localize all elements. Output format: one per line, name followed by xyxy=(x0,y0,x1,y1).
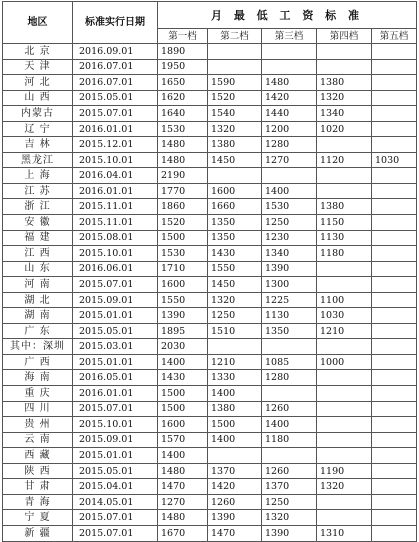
tier-4-cell: 1320 xyxy=(317,90,372,106)
wage-standard-title: 月 最 低 工 资 标 准 xyxy=(158,2,417,29)
tier-5-cell xyxy=(372,59,417,75)
table-row xyxy=(3,215,417,231)
table-row xyxy=(3,510,417,526)
table-row xyxy=(3,183,417,199)
region-cell: 其中：深圳 xyxy=(3,339,73,355)
tier-5-cell xyxy=(372,308,417,324)
region-cell: 江 西 xyxy=(3,246,73,262)
date-cell: 2015.07.01 xyxy=(73,525,158,541)
tier-4-cell xyxy=(317,510,372,526)
region-cell: 吉 林 xyxy=(3,137,73,153)
tier-5-cell xyxy=(372,137,417,153)
tier-4-cell xyxy=(317,448,372,464)
tier-2-cell: 1540 xyxy=(208,106,262,122)
min-wage-table xyxy=(2,1,417,542)
date-cell: 2015.10.01 xyxy=(73,246,158,262)
tier-5-cell xyxy=(372,354,417,370)
tier-4-cell: 1030 xyxy=(317,308,372,324)
region-cell: 天 津 xyxy=(3,59,73,75)
tier-2-cell: 1320 xyxy=(208,292,262,308)
tier-4-cell: 1180 xyxy=(317,246,372,262)
tier-1-cell: 1480 xyxy=(158,463,208,479)
tier-2-cell: 1390 xyxy=(208,510,262,526)
tier-1-cell: 1600 xyxy=(158,277,208,293)
tier-3-cell xyxy=(262,386,317,402)
tier-2-cell: 1430 xyxy=(208,246,262,262)
tier-1-cell: 1600 xyxy=(158,417,208,433)
tier-2-cell: 1450 xyxy=(208,277,262,293)
tier-3-cell: 1260 xyxy=(262,463,317,479)
tier-3-cell: 1480 xyxy=(262,75,317,91)
tier-5-cell xyxy=(372,479,417,495)
region-cell: 广 西 xyxy=(3,354,73,370)
table-row xyxy=(3,137,417,153)
tier-2-cell: 1420 xyxy=(208,479,262,495)
tier-2-cell: 1380 xyxy=(208,137,262,153)
tier-3-cell: 1320 xyxy=(262,510,317,526)
tier-3-cell: 1390 xyxy=(262,261,317,277)
date-cell: 2015.07.01 xyxy=(73,277,158,293)
region-cell: 北 京 xyxy=(3,44,73,60)
tier-1-cell: 1640 xyxy=(158,106,208,122)
table-row xyxy=(3,230,417,246)
tier-1-cell: 1400 xyxy=(158,354,208,370)
tier-1-cell: 2190 xyxy=(158,168,208,184)
tier-5-cell xyxy=(372,401,417,417)
table-row xyxy=(3,525,417,541)
region-cell: 内蒙古 xyxy=(3,106,73,122)
region-cell: 河 北 xyxy=(3,75,73,91)
date-cell: 2016.06.01 xyxy=(73,261,158,277)
tier-3-cell: 1390 xyxy=(262,525,317,541)
tier-4-cell xyxy=(317,277,372,293)
tier-2-cell: 1520 xyxy=(208,90,262,106)
date-cell: 2015.08.01 xyxy=(73,230,158,246)
tier-1-cell: 1430 xyxy=(158,370,208,386)
tier-4-cell: 1130 xyxy=(317,230,372,246)
region-cell: 浙 江 xyxy=(3,199,73,215)
tier-4-cell xyxy=(317,370,372,386)
tier-2-cell: 1210 xyxy=(208,354,262,370)
date-cell: 2015.03.01 xyxy=(73,339,158,355)
date-cell: 2016.04.01 xyxy=(73,168,158,184)
tier-3-cell: 1230 xyxy=(262,230,317,246)
tier-3-cell: 1225 xyxy=(262,292,317,308)
tier-3-cell xyxy=(262,44,317,60)
table-row xyxy=(3,121,417,137)
tier-4-cell xyxy=(317,261,372,277)
tier-1-cell: 1770 xyxy=(158,183,208,199)
region-cell: 贵 州 xyxy=(3,417,73,433)
tier-5-cell xyxy=(372,494,417,510)
tier-2-cell: 1550 xyxy=(208,261,262,277)
tier-2-cell xyxy=(208,448,262,464)
tier-4-cell: 1150 xyxy=(317,215,372,231)
table-row xyxy=(3,308,417,324)
region-cell: 安 徽 xyxy=(3,215,73,231)
tier-3-cell: 1530 xyxy=(262,199,317,215)
tier-3-cell: 1200 xyxy=(262,121,317,137)
tier-5-cell xyxy=(372,246,417,262)
tier-1-cell: 1480 xyxy=(158,510,208,526)
date-cell: 2015.01.01 xyxy=(73,448,158,464)
tier-3-cell: 1400 xyxy=(262,183,317,199)
region-cell: 四 川 xyxy=(3,401,73,417)
tier-2-cell: 1590 xyxy=(208,75,262,91)
tier-5-cell xyxy=(372,370,417,386)
tier-5-cell xyxy=(372,292,417,308)
tier-4-cell xyxy=(317,59,372,75)
region-cell: 江 苏 xyxy=(3,183,73,199)
tier-2-cell xyxy=(208,59,262,75)
table-row xyxy=(3,401,417,417)
tier-4-cell xyxy=(317,168,372,184)
region-cell: 甘 肃 xyxy=(3,479,73,495)
tier-3-cell: 1130 xyxy=(262,308,317,324)
tier-5-cell xyxy=(372,432,417,448)
region-cell: 陕 西 xyxy=(3,463,73,479)
table-row xyxy=(3,386,417,402)
tier-2-cell: 1370 xyxy=(208,463,262,479)
tier-5-cell xyxy=(372,199,417,215)
date-cell: 2015.11.01 xyxy=(73,215,158,231)
tier-3-cell: 1250 xyxy=(262,494,317,510)
tier-5-cell xyxy=(372,417,417,433)
region-cell: 宁 夏 xyxy=(3,510,73,526)
tier-4-cell xyxy=(317,417,372,433)
region-cell: 云 南 xyxy=(3,432,73,448)
tier-5-cell xyxy=(372,168,417,184)
tier-3-cell: 1370 xyxy=(262,479,317,495)
tier-4-cell: 1340 xyxy=(317,106,372,122)
tier-3-cell: 1250 xyxy=(262,215,317,231)
tier-3-cell xyxy=(262,168,317,184)
tier-1-header: 第一档 xyxy=(158,29,208,44)
tier-3-cell: 1400 xyxy=(262,417,317,433)
date-cell: 2016.01.01 xyxy=(73,183,158,199)
tier-5-cell xyxy=(372,463,417,479)
tier-1-cell: 1650 xyxy=(158,75,208,91)
tier-5-cell xyxy=(372,323,417,339)
tier-2-cell: 1350 xyxy=(208,230,262,246)
tier-3-cell: 1350 xyxy=(262,323,317,339)
region-cell: 河 南 xyxy=(3,277,73,293)
table-row xyxy=(3,417,417,433)
region-cell: 海 南 xyxy=(3,370,73,386)
table-row xyxy=(3,448,417,464)
tier-4-cell: 1310 xyxy=(317,525,372,541)
tier-3-cell: 1180 xyxy=(262,432,317,448)
date-column-header: 标准实行日期 xyxy=(73,2,158,44)
tier-4-header: 第四档 xyxy=(317,29,372,44)
table-body xyxy=(3,44,417,542)
tier-4-cell: 1380 xyxy=(317,75,372,91)
tier-4-cell: 1000 xyxy=(317,354,372,370)
date-cell: 2016.01.01 xyxy=(73,121,158,137)
tier-3-cell: 1420 xyxy=(262,90,317,106)
tier-5-cell xyxy=(372,510,417,526)
tier-4-cell xyxy=(317,137,372,153)
date-cell: 2015.09.01 xyxy=(73,292,158,308)
table-row xyxy=(3,106,417,122)
tier-1-cell: 1860 xyxy=(158,199,208,215)
tier-3-cell xyxy=(262,59,317,75)
table-row xyxy=(3,277,417,293)
tier-3-cell: 1440 xyxy=(262,106,317,122)
tier-4-cell xyxy=(317,183,372,199)
tier-3-cell: 1260 xyxy=(262,401,317,417)
table-row xyxy=(3,168,417,184)
tier-1-cell: 1550 xyxy=(158,292,208,308)
date-cell: 2015.05.01 xyxy=(73,323,158,339)
tier-2-cell: 1350 xyxy=(208,215,262,231)
tier-5-cell xyxy=(372,525,417,541)
tier-2-cell: 1260 xyxy=(208,494,262,510)
tier-2-cell: 1400 xyxy=(208,386,262,402)
tier-4-cell xyxy=(317,401,372,417)
tier-4-cell: 1320 xyxy=(317,479,372,495)
date-cell: 2015.11.01 xyxy=(73,199,158,215)
region-cell: 福 建 xyxy=(3,230,73,246)
tier-3-cell: 1280 xyxy=(262,137,317,153)
region-cell: 湖 北 xyxy=(3,292,73,308)
region-cell: 山 东 xyxy=(3,261,73,277)
table-row xyxy=(3,432,417,448)
tier-4-cell: 1120 xyxy=(317,152,372,168)
table-row xyxy=(3,44,417,60)
tier-4-cell: 1190 xyxy=(317,463,372,479)
tier-1-cell: 1270 xyxy=(158,494,208,510)
date-cell: 2015.04.01 xyxy=(73,479,158,495)
tier-1-cell: 1895 xyxy=(158,323,208,339)
tier-3-cell: 1340 xyxy=(262,246,317,262)
date-cell: 2015.12.01 xyxy=(73,137,158,153)
tier-2-cell: 1600 xyxy=(208,183,262,199)
date-cell: 2014.05.01 xyxy=(73,494,158,510)
tier-5-header: 第五档 xyxy=(372,29,417,44)
region-cell: 山 西 xyxy=(3,90,73,106)
tier-4-cell xyxy=(317,494,372,510)
table-row xyxy=(3,75,417,91)
date-cell: 2015.09.01 xyxy=(73,432,158,448)
tier-2-cell: 1320 xyxy=(208,121,262,137)
tier-3-cell xyxy=(262,339,317,355)
header-row-title xyxy=(3,2,417,29)
tier-5-cell xyxy=(372,44,417,60)
tier-3-cell: 1300 xyxy=(262,277,317,293)
tier-4-cell xyxy=(317,339,372,355)
table-row xyxy=(3,246,417,262)
tier-1-cell: 1710 xyxy=(158,261,208,277)
tier-2-cell xyxy=(208,168,262,184)
tier-2-cell: 1660 xyxy=(208,199,262,215)
tier-5-cell xyxy=(372,75,417,91)
tier-1-cell: 1520 xyxy=(158,215,208,231)
tier-1-cell: 1530 xyxy=(158,121,208,137)
tier-1-cell: 1480 xyxy=(158,137,208,153)
tier-2-cell: 1450 xyxy=(208,152,262,168)
tier-5-cell xyxy=(372,121,417,137)
table-row xyxy=(3,90,417,106)
region-cell: 辽 宁 xyxy=(3,121,73,137)
tier-4-cell xyxy=(317,432,372,448)
tier-4-cell xyxy=(317,44,372,60)
tier-5-cell xyxy=(372,90,417,106)
date-cell: 2015.10.01 xyxy=(73,152,158,168)
tier-1-cell: 1500 xyxy=(158,401,208,417)
tier-5-cell xyxy=(372,215,417,231)
table-row xyxy=(3,292,417,308)
region-cell: 湖 南 xyxy=(3,308,73,324)
tier-1-cell: 1570 xyxy=(158,432,208,448)
tier-2-cell: 1400 xyxy=(208,432,262,448)
tier-5-cell xyxy=(372,386,417,402)
date-cell: 2015.01.01 xyxy=(73,354,158,370)
tier-2-header: 第二档 xyxy=(208,29,262,44)
tier-3-header: 第三档 xyxy=(262,29,317,44)
tier-3-cell: 1270 xyxy=(262,152,317,168)
region-cell: 重 庆 xyxy=(3,386,73,402)
tier-1-cell: 1670 xyxy=(158,525,208,541)
region-cell: 新 疆 xyxy=(3,525,73,541)
tier-3-cell: 1280 xyxy=(262,370,317,386)
table-row xyxy=(3,199,417,215)
date-cell: 2015.05.01 xyxy=(73,90,158,106)
tier-1-cell: 1470 xyxy=(158,479,208,495)
tier-4-cell: 1210 xyxy=(317,323,372,339)
region-cell: 西 藏 xyxy=(3,448,73,464)
tier-4-cell: 1020 xyxy=(317,121,372,137)
tier-2-cell: 1380 xyxy=(208,401,262,417)
tier-2-cell: 1330 xyxy=(208,370,262,386)
tier-1-cell: 1950 xyxy=(158,59,208,75)
date-cell: 2015.07.01 xyxy=(73,106,158,122)
region-cell: 黑龙江 xyxy=(3,152,73,168)
min-wage-table-container xyxy=(2,1,417,542)
tier-1-cell: 1500 xyxy=(158,230,208,246)
tier-5-cell: 1030 xyxy=(372,152,417,168)
date-cell: 2015.05.01 xyxy=(73,463,158,479)
table-row xyxy=(3,261,417,277)
tier-3-cell xyxy=(262,448,317,464)
tier-5-cell xyxy=(372,261,417,277)
tier-2-cell xyxy=(208,44,262,60)
tier-1-cell: 1400 xyxy=(158,448,208,464)
tier-2-cell: 1510 xyxy=(208,323,262,339)
tier-4-cell: 1380 xyxy=(317,199,372,215)
table-row xyxy=(3,354,417,370)
tier-2-cell: 1500 xyxy=(208,417,262,433)
tier-1-cell: 2030 xyxy=(158,339,208,355)
tier-5-cell xyxy=(372,277,417,293)
date-cell: 2016.07.01 xyxy=(73,75,158,91)
date-cell: 2016.09.01 xyxy=(73,44,158,60)
date-cell: 2016.01.01 xyxy=(73,386,158,402)
tier-1-cell: 1890 xyxy=(158,44,208,60)
region-cell: 广 东 xyxy=(3,323,73,339)
date-cell: 2015.10.01 xyxy=(73,417,158,433)
tier-3-cell: 1085 xyxy=(262,354,317,370)
tier-2-cell xyxy=(208,339,262,355)
tier-5-cell xyxy=(372,106,417,122)
table-row xyxy=(3,370,417,386)
region-cell: 青 海 xyxy=(3,494,73,510)
table-row xyxy=(3,152,417,168)
table-row xyxy=(3,323,417,339)
tier-1-cell: 1530 xyxy=(158,246,208,262)
table-row xyxy=(3,479,417,495)
tier-5-cell xyxy=(372,183,417,199)
date-cell: 2015.07.01 xyxy=(73,401,158,417)
date-cell: 2015.07.01 xyxy=(73,510,158,526)
date-cell: 2016.05.01 xyxy=(73,370,158,386)
table-row xyxy=(3,339,417,355)
tier-2-cell: 1250 xyxy=(208,308,262,324)
table-row xyxy=(3,463,417,479)
tier-1-cell: 1480 xyxy=(158,152,208,168)
tier-1-cell: 1500 xyxy=(158,386,208,402)
date-cell: 2015.01.01 xyxy=(73,308,158,324)
tier-5-cell xyxy=(372,339,417,355)
tier-1-cell: 1620 xyxy=(158,90,208,106)
region-column-header: 地区 xyxy=(3,2,73,44)
tier-1-cell: 1390 xyxy=(158,308,208,324)
tier-5-cell xyxy=(372,448,417,464)
region-cell: 上 海 xyxy=(3,168,73,184)
table-row xyxy=(3,494,417,510)
date-cell: 2016.07.01 xyxy=(73,59,158,75)
tier-2-cell: 1470 xyxy=(208,525,262,541)
table-row xyxy=(3,59,417,75)
tier-4-cell: 1100 xyxy=(317,292,372,308)
tier-4-cell xyxy=(317,386,372,402)
tier-5-cell xyxy=(372,230,417,246)
